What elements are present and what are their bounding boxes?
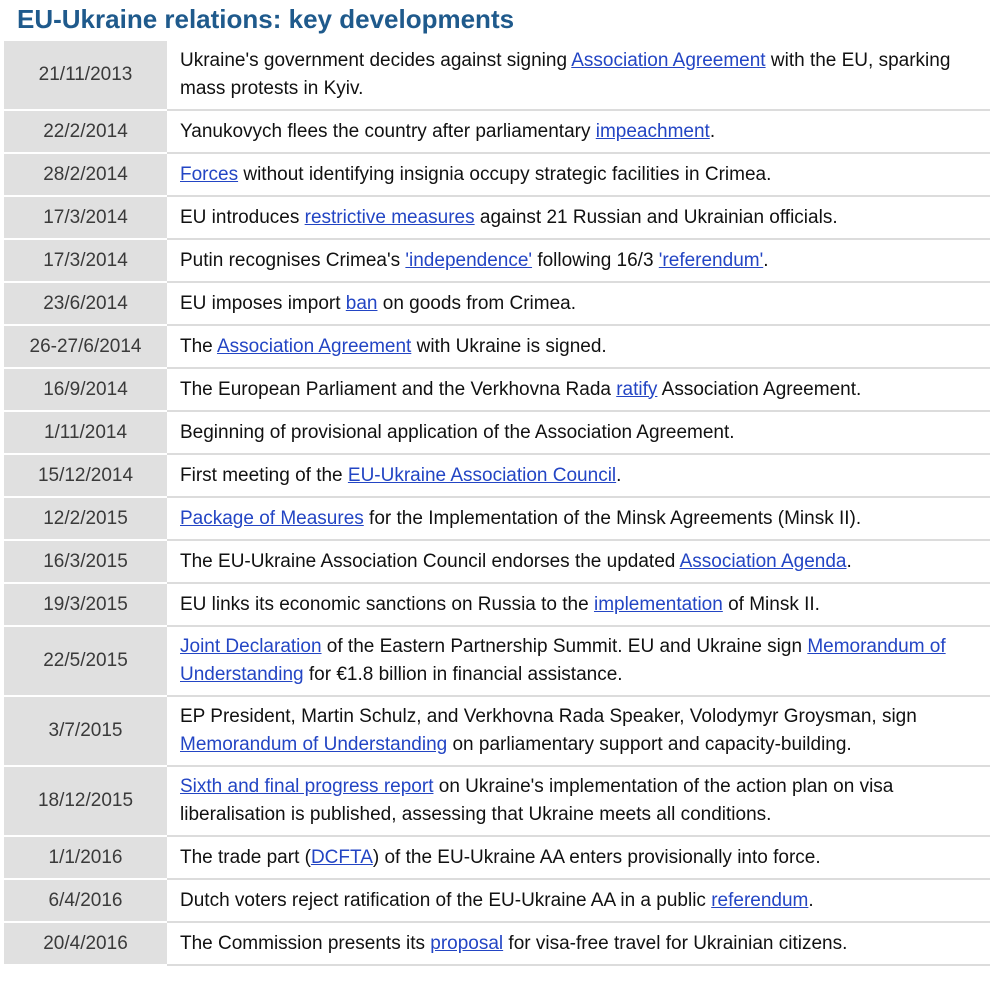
timeline-row	[4, 154, 990, 197]
event-text: for €1.8 billion in financial assistance.	[303, 664, 623, 685]
event-date: 21/11/2013	[4, 41, 167, 111]
event-date: 19/3/2015	[4, 584, 167, 627]
event-date: 1/11/2014	[4, 412, 167, 455]
event-description	[167, 240, 990, 283]
event-date: 22/5/2015	[4, 627, 167, 697]
event-text: for visa-free travel for Ukrainian citizens.	[503, 932, 848, 954]
event-link[interactable]: Package of Measures	[180, 507, 364, 529]
event-text: First meeting of the	[180, 464, 348, 486]
event-text: on Ukraine's implementation of the action plan on visa liberalisation is published, assessing that Ukraine meets all conditions.	[180, 776, 894, 825]
event-description	[167, 369, 990, 412]
event-text: against 21 Russian and Ukrainian officials.	[474, 206, 838, 228]
event-date: 1/1/2016	[4, 837, 167, 880]
event-description	[167, 627, 990, 697]
timeline-row	[4, 369, 990, 412]
event-text: Ukraine's government decides against signing	[180, 50, 572, 71]
timeline-row	[4, 41, 990, 111]
event-link[interactable]: Sixth and final progress report	[180, 776, 434, 797]
timeline-row	[4, 837, 990, 880]
event-date: 20/4/2016	[4, 923, 167, 966]
event-text: without identifying insignia occupy strategic facilities in Crimea.	[238, 163, 772, 185]
event-description	[167, 767, 990, 837]
event-date: 22/2/2014	[4, 111, 167, 154]
timeline-row	[4, 326, 990, 369]
event-date: 12/2/2015	[4, 498, 167, 541]
event-text: with Ukraine is signed.	[411, 335, 607, 357]
event-description	[167, 326, 990, 369]
event-link[interactable]: ratify	[616, 378, 658, 400]
event-link[interactable]: Association Agreement	[571, 50, 766, 71]
event-text: .	[709, 120, 716, 142]
event-description	[167, 697, 990, 767]
timeline-row	[4, 455, 990, 498]
event-description	[167, 283, 990, 326]
event-text: EU links its economic sanctions on Russia to the	[180, 593, 594, 615]
event-link[interactable]: Forces	[180, 163, 239, 185]
event-link[interactable]: ban	[345, 292, 378, 314]
event-description	[167, 584, 990, 627]
event-text: The EU-Ukraine Association Council endorses the updated	[180, 550, 680, 572]
event-description	[167, 455, 990, 498]
timeline-row	[4, 697, 990, 767]
timeline-row	[4, 541, 990, 584]
event-description	[167, 837, 990, 880]
event-link[interactable]: DCFTA	[310, 846, 373, 868]
timeline-row	[4, 111, 990, 154]
event-description	[167, 197, 990, 240]
event-text: Yanukovych flees the country after parliamentary	[180, 120, 596, 142]
event-date: 18/12/2015	[4, 767, 167, 837]
event-description	[167, 412, 990, 455]
timeline-row	[4, 923, 990, 966]
event-date: 6/4/2016	[4, 880, 167, 923]
event-text: for the Implementation of the Minsk Agreements (Minsk II).	[363, 507, 862, 529]
timeline-row	[4, 584, 990, 627]
event-link[interactable]: restrictive measures	[304, 206, 475, 228]
event-text: EU introduces	[180, 206, 305, 228]
event-date: 17/3/2014	[4, 197, 167, 240]
event-text: Dutch voters reject ratification of the EU-Ukraine AA in a public	[180, 889, 712, 911]
event-link[interactable]: impeachment	[595, 120, 710, 142]
event-description	[167, 111, 990, 154]
event-text: The European Parliament and the Verkhovna Rada	[180, 378, 617, 400]
event-link[interactable]: Memorandum of Understanding	[180, 636, 946, 685]
event-text: on parliamentary support and capacity-building.	[447, 734, 852, 755]
event-description	[167, 541, 990, 584]
event-date: 15/12/2014	[4, 455, 167, 498]
event-text: with the EU, sparking mass protests in Kyiv.	[180, 50, 951, 99]
event-text: EP President, Martin Schulz, and Verkhovna Rada Speaker, Volodymyr Groysman, sign	[180, 706, 917, 727]
event-date: 17/3/2014	[4, 240, 167, 283]
event-text: EU imposes import	[180, 292, 346, 314]
event-text: on goods from Crimea.	[377, 292, 577, 314]
event-date: 16/3/2015	[4, 541, 167, 584]
event-link[interactable]: 'referendum'	[658, 249, 764, 271]
event-text: .	[808, 889, 814, 911]
event-date: 23/6/2014	[4, 283, 167, 326]
timeline-body	[4, 41, 990, 966]
page-title: EU-Ukraine relations: key developments	[17, 4, 515, 34]
event-link[interactable]: 'independence'	[405, 249, 533, 271]
timeline-row	[4, 627, 990, 697]
timeline-row	[4, 412, 990, 455]
event-text: The Commission presents its	[180, 932, 431, 954]
event-description	[167, 880, 990, 923]
timeline-row	[4, 767, 990, 837]
event-text: .	[846, 550, 852, 572]
event-description	[167, 41, 990, 111]
event-date: 16/9/2014	[4, 369, 167, 412]
event-date: 3/7/2015	[4, 697, 167, 767]
event-text: ) of the EU-Ukraine AA enters provisionally into force.	[372, 846, 821, 868]
event-text: of the Eastern Partnership Summit. EU and Ukraine sign	[321, 636, 808, 657]
event-link[interactable]: Association Agreement	[216, 335, 412, 357]
event-link[interactable]: implementation	[593, 593, 723, 615]
event-link[interactable]: EU-Ukraine Association Council	[347, 464, 617, 486]
event-link[interactable]: proposal	[430, 932, 504, 954]
event-text: Beginning of provisional application of the Association Agreement.	[180, 421, 735, 443]
timeline-row	[4, 240, 990, 283]
event-date: 28/2/2014	[4, 154, 167, 197]
timeline-table	[4, 41, 990, 966]
timeline-row	[4, 197, 990, 240]
event-text: Association Agreement.	[657, 378, 862, 400]
event-date: 26-27/6/2014	[4, 326, 167, 369]
event-description	[167, 154, 990, 197]
event-link[interactable]: Association Agenda	[679, 550, 847, 572]
event-description	[167, 923, 990, 966]
event-text: .	[616, 464, 622, 486]
timeline-row	[4, 498, 990, 541]
event-text: The	[180, 335, 217, 357]
event-description	[167, 498, 990, 541]
event-text: .	[763, 249, 769, 271]
event-link[interactable]: Joint Declaration	[180, 636, 322, 657]
event-link[interactable]: referendum	[711, 889, 809, 911]
event-text: Putin recognises Crimea's	[180, 249, 406, 271]
event-text: of Minsk II.	[722, 593, 820, 615]
timeline-row	[4, 283, 990, 326]
event-text: The trade part (	[180, 846, 311, 868]
event-link[interactable]: Memorandum of Understanding	[180, 734, 448, 755]
event-text: following 16/3	[532, 249, 659, 271]
timeline-row	[4, 880, 990, 923]
